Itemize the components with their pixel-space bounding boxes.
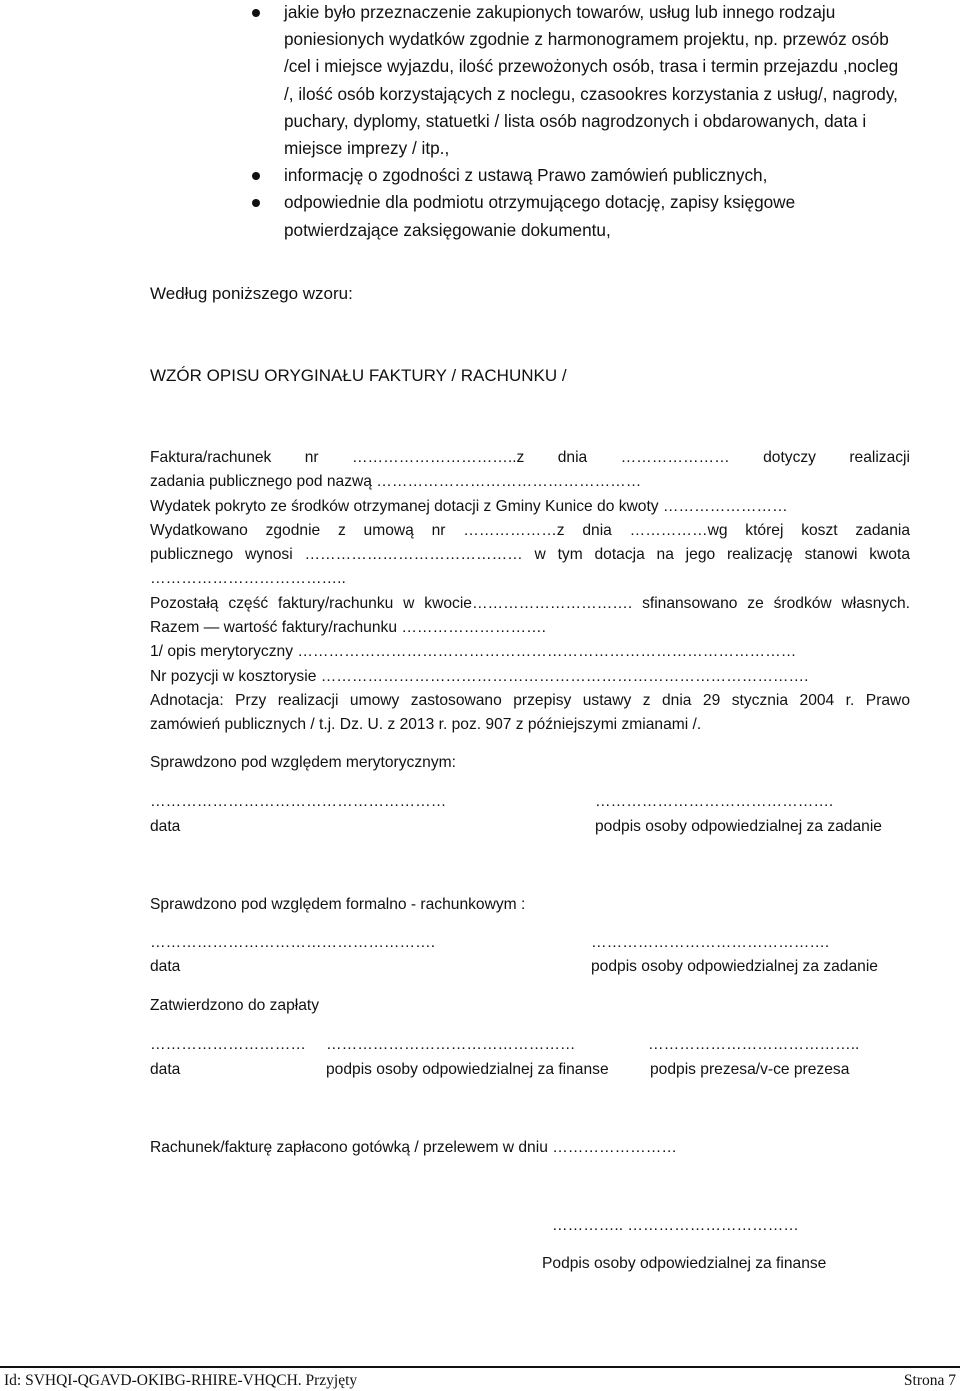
merit-signature-label: podpis osoby odpowiedzialnej za zadanie — [595, 818, 882, 835]
form-line: Adnotacja: Przy realizacji umowy zastosowano przepisy ustawy z dnia 29 stycznia 2004 r. Prawo — [150, 691, 910, 709]
merit-date-dots: ………………………………………………… — [150, 793, 447, 810]
approval-finance-dots: ………………………………………… — [326, 1036, 576, 1053]
approval-finance-label: podpis osoby odpowiedzialnej za finanse — [326, 1061, 609, 1078]
form-line: zadania publicznego pod nazwą …………………………………………… — [150, 473, 642, 491]
formal-date-label: data — [150, 958, 181, 975]
approval-date-dots: ………………………… — [150, 1036, 306, 1053]
form-line: ……………………………….. — [150, 570, 346, 588]
approval-president-dots: ………………………………….. — [648, 1036, 860, 1053]
payment-line: Rachunek/fakturę zapłacono gotówką / przelewem w dniu …………………… — [150, 1139, 677, 1156]
approval-date-label: data — [150, 1061, 181, 1078]
formal-check-title: Sprawdzono pod względem formalno - rachunkowym : — [150, 896, 526, 913]
form-line: 1/ opis merytoryczny …………………………………………………………………………………… — [150, 643, 797, 661]
document-id: Id: SVHQI-QGAVD-OKIBG-RHIRE-VHQCH. Przyjęty — [4, 1372, 358, 1389]
form-line: Nr pozycji w kosztorysie …………………………………………………………………………………. — [150, 667, 809, 685]
requirements-list — [250, 0, 910, 244]
form-line: zamówień publicznych / t.j. Dz. U. z 2013 r. poz. 907 z późniejszymi zmianami /. — [150, 716, 702, 734]
form-line: Pozostałą część faktury/rachunku w kwocie…………………………. sfinansowano ze środków własnych. — [150, 594, 910, 612]
page-number: Strona 7 — [903, 1372, 956, 1389]
invoice-description-form — [150, 446, 910, 738]
form-line: Wydatek pokryto ze środków otrzymanej dotacji z Gminy Kunice do kwoty …………………… — [150, 497, 788, 515]
form-heading: WZÓR OPISU ORYGINAŁU FAKTURY / RACHUNKU / — [150, 366, 567, 385]
list-item: jakie było przeznaczenie zakupionych towarów, usług lub innego rodzaju poniesionych wydatków zgodnie z harmonogramem projektu, np. przewóz osób /cel i miejsce wyjazdu, ilość przewożonych osób, trasa i termin przejazdu ,nocleg /, ilość osób korzystających z noclegu, czasookres korzystania z usług/, nagrody, puchary, dyplomy, statuetki / lista osób nagrodzonych i obdarowanych, data i miejsce imprezy / itp., — [250, 0, 910, 162]
list-item: informację o zgodności z ustawą Prawo zamówień publicznych, — [250, 162, 910, 189]
form-line: Razem — wartość faktury/rachunku ………………………. — [150, 619, 546, 637]
list-item: odpowiednie dla podmiotu otrzymującego dotację, zapisy księgowe potwierdzające zaksięgowanie dokumentu, — [250, 189, 910, 243]
footer-divider — [0, 1366, 960, 1368]
payment-signature-label: Podpis osoby odpowiedzialnej za finanse — [542, 1255, 827, 1272]
form-line: Wydatkowano zgodnie z umową nr ………………z dnia ……………wg której koszt zadania — [150, 521, 910, 539]
approval-president-label: podpis prezesa/v-ce prezesa — [650, 1061, 850, 1078]
form-line: publicznego wynosi …………………………………… w tym dotacja na jego realizację stanowi kwota — [150, 546, 910, 564]
formal-signature-label: podpis osoby odpowiedzialnej za zadanie — [591, 958, 878, 975]
approval-title: Zatwierdzono do zapłaty — [150, 997, 320, 1014]
formal-date-dots: ………………………………………………. — [150, 934, 436, 951]
form-line: Faktura/rachunek nr …………………………..z dnia ………………… dotyczy realizacji — [150, 449, 910, 466]
merit-signature-dots: ………………………………………. — [595, 793, 834, 810]
intro-text: Według poniższego wzoru: — [150, 284, 353, 303]
payment-signature-dots: ………….. …………………………… — [552, 1217, 799, 1234]
merit-date-label: data — [150, 818, 181, 835]
formal-signature-dots: ………………………………………. — [591, 934, 830, 951]
merit-check-title: Sprawdzono pod względem merytorycznym: — [150, 754, 456, 771]
